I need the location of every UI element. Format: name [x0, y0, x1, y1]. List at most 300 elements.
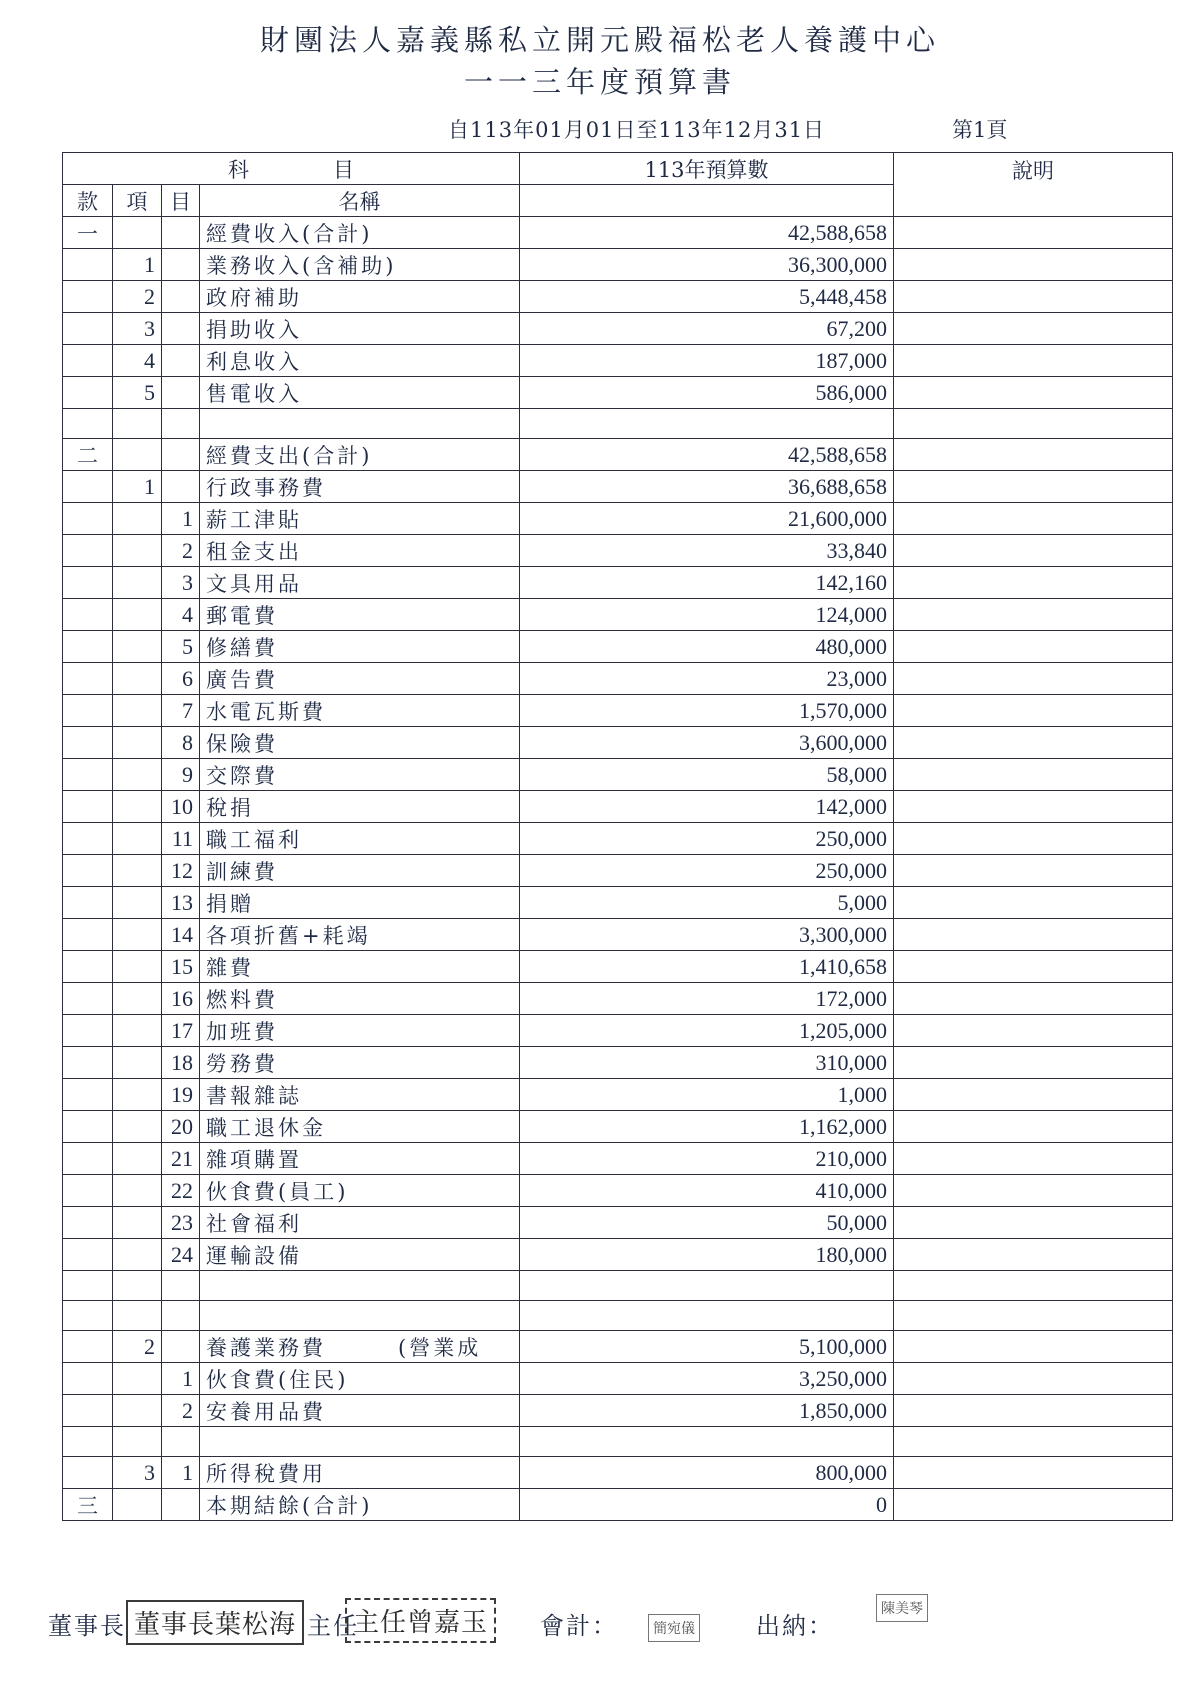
table-row: [63, 1331, 1173, 1363]
kuan-cell: [63, 1457, 113, 1489]
kuan-cell: [63, 1363, 113, 1395]
note-cell: [894, 1363, 1173, 1395]
kuan-cell: [63, 791, 113, 823]
xiang-cell: [113, 1363, 162, 1395]
mu-cell: 16: [162, 983, 200, 1015]
table-row: [63, 281, 1173, 313]
note-cell: [894, 281, 1173, 313]
note-cell: [894, 471, 1173, 503]
item-name-cell: 郵電費: [200, 599, 520, 631]
note-cell: [894, 951, 1173, 983]
mu-cell: 19: [162, 1079, 200, 1111]
mu-cell: 3: [162, 567, 200, 599]
amount-cell: 50,000: [520, 1207, 894, 1239]
note-cell: [894, 313, 1173, 345]
item-name-cell: [200, 409, 520, 439]
note-cell: [894, 217, 1173, 249]
amount-cell: 800,000: [520, 1457, 894, 1489]
table-row: [63, 919, 1173, 951]
amount-cell: 58,000: [520, 759, 894, 791]
item-name-cell: 訓練費: [200, 855, 520, 887]
kuan-cell: [63, 1427, 113, 1457]
mu-cell: [162, 377, 200, 409]
item-name-cell: 燃料費: [200, 983, 520, 1015]
kuan-cell: [63, 823, 113, 855]
xiang-cell: [113, 409, 162, 439]
kuan-cell: [63, 345, 113, 377]
amount-cell: 21,600,000: [520, 503, 894, 535]
amount-cell: 142,160: [520, 567, 894, 599]
header-row-1: [63, 153, 1173, 185]
xiang-cell: [113, 951, 162, 983]
table-row: [63, 1395, 1173, 1427]
kuan-cell: [63, 535, 113, 567]
mu-cell: [162, 217, 200, 249]
item-name-cell: 水電瓦斯費: [200, 695, 520, 727]
note-cell: [894, 759, 1173, 791]
note-cell: [894, 567, 1173, 599]
table-row: [63, 1239, 1173, 1271]
table-row: [63, 439, 1173, 471]
item-name-cell: 本期結餘(合計): [200, 1489, 520, 1521]
item-name-cell: 雜項購置: [200, 1143, 520, 1175]
xiang-cell: 5: [113, 377, 162, 409]
kuan-cell: [63, 663, 113, 695]
mu-cell: [162, 345, 200, 377]
kuan-cell: [63, 727, 113, 759]
mu-cell: 24: [162, 1239, 200, 1271]
xiang-cell: [113, 1301, 162, 1331]
amount-cell: 1,205,000: [520, 1015, 894, 1047]
table-row: [63, 1363, 1173, 1395]
note-cell: [894, 409, 1173, 439]
item-name-cell: 養護業務費 (營業成: [200, 1331, 520, 1363]
table-row: [63, 887, 1173, 919]
amount-cell: [520, 1301, 894, 1331]
xiang-cell: [113, 599, 162, 631]
xiang-cell: [113, 695, 162, 727]
kuan-cell: [63, 599, 113, 631]
xiang-cell: [113, 1047, 162, 1079]
mu-header: 目: [162, 185, 200, 217]
note-cell: [894, 377, 1173, 409]
mu-cell: [162, 313, 200, 345]
mu-cell: 13: [162, 887, 200, 919]
item-name-cell: 交際費: [200, 759, 520, 791]
mu-cell: 2: [162, 1395, 200, 1427]
note-cell: [894, 1047, 1173, 1079]
kuan-cell: [63, 1047, 113, 1079]
table-row: [63, 217, 1173, 249]
item-name-cell: 社會福利: [200, 1207, 520, 1239]
amount-cell: 124,000: [520, 599, 894, 631]
note-cell: [894, 535, 1173, 567]
mu-cell: 11: [162, 823, 200, 855]
item-name-cell: 所得稅費用: [200, 1457, 520, 1489]
note-cell: [894, 503, 1173, 535]
table-row: [63, 1427, 1173, 1457]
kuan-cell: [63, 377, 113, 409]
xiang-cell: [113, 1079, 162, 1111]
table-row: [63, 951, 1173, 983]
xiang-cell: [113, 631, 162, 663]
mu-cell: 2: [162, 535, 200, 567]
mu-cell: 15: [162, 951, 200, 983]
kuan-cell: [63, 1395, 113, 1427]
note-cell: [894, 887, 1173, 919]
item-name-cell: 運輸設備: [200, 1239, 520, 1271]
item-name-cell: 行政事務費: [200, 471, 520, 503]
xiang-cell: [113, 919, 162, 951]
amount-cell: 310,000: [520, 1047, 894, 1079]
accountant-label: 會計：: [540, 1612, 618, 1640]
xiang-cell: 4: [113, 345, 162, 377]
mu-cell: [162, 281, 200, 313]
item-name-cell: 捐贈: [200, 887, 520, 919]
mu-cell: 20: [162, 1111, 200, 1143]
note-cell: [894, 631, 1173, 663]
accountant-stamp: 簡宛儀: [648, 1614, 700, 1642]
mu-cell: [162, 249, 200, 281]
amount-cell: 36,688,658: [520, 471, 894, 503]
table-row: [63, 823, 1173, 855]
mu-cell: 4: [162, 599, 200, 631]
mu-cell: [162, 409, 200, 439]
xiang-cell: [113, 759, 162, 791]
xiang-cell: 1: [113, 249, 162, 281]
kuan-cell: 二: [63, 439, 113, 471]
amount-cell: [520, 409, 894, 439]
kuan-cell: [63, 695, 113, 727]
kuan-cell: [63, 1143, 113, 1175]
amount-cell: 142,000: [520, 791, 894, 823]
mu-cell: 1: [162, 503, 200, 535]
item-name-cell: 政府補助: [200, 281, 520, 313]
kuan-cell: [63, 1239, 113, 1271]
director-stamp: 主任曾嘉玉: [345, 1598, 496, 1643]
mu-cell: [162, 439, 200, 471]
kuan-cell: [63, 1207, 113, 1239]
mu-cell: [162, 1427, 200, 1457]
note-cell: [894, 1271, 1173, 1301]
amount-cell: [520, 1427, 894, 1457]
note-cell: [894, 983, 1173, 1015]
budget-period: 自113年01月01日至113年12月31日: [448, 118, 826, 142]
item-name-cell: 稅捐: [200, 791, 520, 823]
note-cell: [894, 919, 1173, 951]
amount-cell: 33,840: [520, 535, 894, 567]
item-name-cell: 書報雜誌: [200, 1079, 520, 1111]
amount-cell: 210,000: [520, 1143, 894, 1175]
table-row: [63, 1457, 1173, 1489]
mu-cell: 9: [162, 759, 200, 791]
xiang-cell: [113, 663, 162, 695]
amount-cell: 42,588,658: [520, 217, 894, 249]
amount-cell: 5,448,458: [520, 281, 894, 313]
organization-name: 財團法人嘉義縣私立開元殿福松老人養護中心: [259, 23, 940, 57]
xiang-cell: [113, 1175, 162, 1207]
amount-cell: 3,250,000: [520, 1363, 894, 1395]
kuan-cell: [63, 1271, 113, 1301]
note-cell: [894, 1427, 1173, 1457]
amount-cell: 36,300,000: [520, 249, 894, 281]
amount-cell: 172,000: [520, 983, 894, 1015]
kuan-cell: [63, 567, 113, 599]
table-row: [63, 695, 1173, 727]
item-name-cell: [200, 1301, 520, 1331]
xiang-cell: [113, 855, 162, 887]
note-cell: [894, 249, 1173, 281]
mu-cell: 5: [162, 631, 200, 663]
table-row: [63, 1015, 1173, 1047]
note-cell: [894, 1489, 1173, 1521]
note-cell: [894, 1207, 1173, 1239]
xiang-cell: 1: [113, 471, 162, 503]
xiang-cell: [113, 503, 162, 535]
mu-cell: 1: [162, 1457, 200, 1489]
table-row: [63, 567, 1173, 599]
cashier-label: 出納：: [756, 1612, 834, 1640]
kuan-cell: [63, 1175, 113, 1207]
item-name-cell: 售電收入: [200, 377, 520, 409]
kuan-cell: [63, 409, 113, 439]
kuan-cell: [63, 1331, 113, 1363]
amount-cell: 1,162,000: [520, 1111, 894, 1143]
amount-cell: 1,410,658: [520, 951, 894, 983]
kuan-cell: [63, 1015, 113, 1047]
note-cell: [894, 1079, 1173, 1111]
amount-cell: 187,000: [520, 345, 894, 377]
mu-cell: [162, 1271, 200, 1301]
xiang-cell: [113, 1239, 162, 1271]
amount-cell: [520, 1271, 894, 1301]
item-name-cell: 業務收入(含補助): [200, 249, 520, 281]
xiang-cell: [113, 727, 162, 759]
xiang-cell: [113, 983, 162, 1015]
note-cell: [894, 1239, 1173, 1271]
table-row: [63, 535, 1173, 567]
kuan-cell: [63, 1079, 113, 1111]
note-cell: [894, 1175, 1173, 1207]
amount-cell: 5,100,000: [520, 1331, 894, 1363]
budget-table: [62, 152, 1173, 1521]
xiang-cell: [113, 1395, 162, 1427]
item-name-cell: 捐助收入: [200, 313, 520, 345]
cashier-stamp: 陳美琴: [876, 1594, 928, 1622]
table-row: [63, 1489, 1173, 1521]
amount-cell: 480,000: [520, 631, 894, 663]
item-name-cell: [200, 1271, 520, 1301]
note-cell: [894, 695, 1173, 727]
kuan-cell: [63, 471, 113, 503]
kuan-cell: [63, 983, 113, 1015]
kuan-cell: [63, 631, 113, 663]
amount-cell: 410,000: [520, 1175, 894, 1207]
subject-header: 科 目: [63, 153, 520, 185]
kuan-cell: [63, 313, 113, 345]
note-cell: [894, 1331, 1173, 1363]
budget-header: 113年預算數: [520, 153, 894, 185]
kuan-header: 款: [63, 185, 113, 217]
item-name-cell: 各項折舊+耗竭: [200, 919, 520, 951]
amount-cell: 1,000: [520, 1079, 894, 1111]
table-row: [63, 1079, 1173, 1111]
table-row: [63, 409, 1173, 439]
item-name-cell: 職工福利: [200, 823, 520, 855]
amount-cell: 23,000: [520, 663, 894, 695]
director-label: 主任: [307, 1612, 359, 1640]
kuan-cell: 三: [63, 1489, 113, 1521]
xiang-cell: [113, 1207, 162, 1239]
mu-cell: [162, 1489, 200, 1521]
amount-cell: 250,000: [520, 855, 894, 887]
item-name-cell: [200, 1427, 520, 1457]
xiang-header: 項: [113, 185, 162, 217]
amount-cell: 250,000: [520, 823, 894, 855]
xiang-cell: [113, 535, 162, 567]
chairman-stamp: 董事長葉松海: [126, 1600, 304, 1645]
xiang-cell: [113, 887, 162, 919]
item-name-cell: 伙食費(員工): [200, 1175, 520, 1207]
table-row: [63, 855, 1173, 887]
document-title: 一一三年度預算書: [463, 65, 736, 99]
item-name-cell: 經費支出(合計): [200, 439, 520, 471]
xiang-cell: [113, 1111, 162, 1143]
table-row: [63, 1111, 1173, 1143]
mu-cell: 1: [162, 1363, 200, 1395]
item-name-cell: 雜費: [200, 951, 520, 983]
xiang-cell: [113, 791, 162, 823]
item-name-cell: 職工退休金: [200, 1111, 520, 1143]
xiang-cell: [113, 567, 162, 599]
table-row: [63, 503, 1173, 535]
mu-cell: 17: [162, 1015, 200, 1047]
note-cell: [894, 1457, 1173, 1489]
note-cell: [894, 1395, 1173, 1427]
table-row: [63, 377, 1173, 409]
mu-cell: 21: [162, 1143, 200, 1175]
mu-cell: [162, 471, 200, 503]
mu-cell: 23: [162, 1207, 200, 1239]
table-row: [63, 1175, 1173, 1207]
xiang-cell: 2: [113, 1331, 162, 1363]
table-row: [63, 727, 1173, 759]
note-cell: [894, 599, 1173, 631]
amount-cell: 42,588,658: [520, 439, 894, 471]
table-row: [63, 791, 1173, 823]
table-row: [63, 1047, 1173, 1079]
table-row: [63, 1143, 1173, 1175]
mu-cell: 6: [162, 663, 200, 695]
kuan-cell: [63, 1301, 113, 1331]
note-cell: [894, 855, 1173, 887]
table-row: [63, 759, 1173, 791]
item-name-cell: 薪工津貼: [200, 503, 520, 535]
table-row: [63, 313, 1173, 345]
table-row: [63, 599, 1173, 631]
amount-cell: 67,200: [520, 313, 894, 345]
amount-cell: 1,570,000: [520, 695, 894, 727]
name-header: 名稱: [200, 185, 520, 217]
table-row: [63, 983, 1173, 1015]
kuan-cell: [63, 1111, 113, 1143]
amount-cell: 3,600,000: [520, 727, 894, 759]
amount-cell: 5,000: [520, 887, 894, 919]
item-name-cell: 伙食費(住民): [200, 1363, 520, 1395]
kuan-cell: [63, 503, 113, 535]
note-header: 說明: [894, 153, 1173, 217]
mu-cell: [162, 1301, 200, 1331]
mu-cell: 12: [162, 855, 200, 887]
item-name-cell: 經費收入(合計): [200, 217, 520, 249]
table-row: [63, 345, 1173, 377]
mu-cell: 22: [162, 1175, 200, 1207]
item-name-cell: 勞務費: [200, 1047, 520, 1079]
kuan-cell: [63, 281, 113, 313]
budget-header-blank: [520, 185, 894, 217]
item-name-cell: 保險費: [200, 727, 520, 759]
amount-cell: 3,300,000: [520, 919, 894, 951]
xiang-cell: [113, 823, 162, 855]
kuan-cell: [63, 951, 113, 983]
item-name-cell: 修繕費: [200, 631, 520, 663]
note-cell: [894, 1301, 1173, 1331]
amount-cell: 1,850,000: [520, 1395, 894, 1427]
item-name-cell: 利息收入: [200, 345, 520, 377]
item-name-cell: 廣告費: [200, 663, 520, 695]
xiang-cell: [113, 1489, 162, 1521]
xiang-cell: [113, 439, 162, 471]
note-cell: [894, 1111, 1173, 1143]
kuan-cell: [63, 759, 113, 791]
note-cell: [894, 791, 1173, 823]
table-row: [63, 1301, 1173, 1331]
mu-cell: 14: [162, 919, 200, 951]
budget-rows: [63, 217, 1173, 1521]
amount-cell: 0: [520, 1489, 894, 1521]
table-row: [63, 1271, 1173, 1301]
note-cell: [894, 727, 1173, 759]
amount-cell: 180,000: [520, 1239, 894, 1271]
mu-cell: 7: [162, 695, 200, 727]
item-name-cell: 文具用品: [200, 567, 520, 599]
xiang-cell: [113, 217, 162, 249]
table-row: [63, 249, 1173, 281]
note-cell: [894, 1143, 1173, 1175]
table-row: [63, 471, 1173, 503]
kuan-cell: [63, 919, 113, 951]
note-cell: [894, 663, 1173, 695]
item-name-cell: 安養用品費: [200, 1395, 520, 1427]
note-cell: [894, 1015, 1173, 1047]
kuan-cell: [63, 249, 113, 281]
xiang-cell: 3: [113, 313, 162, 345]
xiang-cell: 2: [113, 281, 162, 313]
table-row: [63, 631, 1173, 663]
item-name-cell: 租金支出: [200, 535, 520, 567]
xiang-cell: [113, 1271, 162, 1301]
amount-cell: 586,000: [520, 377, 894, 409]
table-row: [63, 1207, 1173, 1239]
kuan-cell: [63, 887, 113, 919]
note-cell: [894, 439, 1173, 471]
mu-cell: [162, 1331, 200, 1363]
xiang-cell: [113, 1143, 162, 1175]
kuan-cell: [63, 855, 113, 887]
mu-cell: 10: [162, 791, 200, 823]
mu-cell: 18: [162, 1047, 200, 1079]
xiang-cell: [113, 1427, 162, 1457]
